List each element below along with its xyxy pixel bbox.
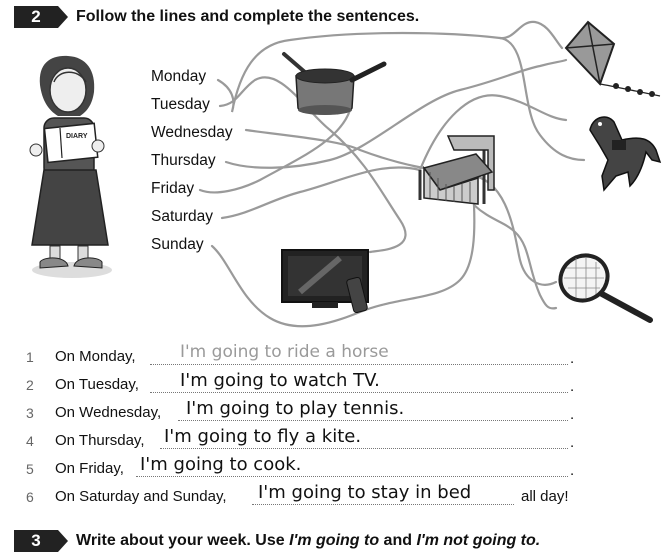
exercise-number-3: 3: [31, 531, 41, 550]
sentence-end: .: [570, 406, 575, 423]
sentence-number: 3: [26, 405, 34, 421]
answer-line: [150, 364, 568, 365]
sentence-end: .: [570, 350, 575, 367]
written-answer[interactable]: I'm going to cook.: [140, 454, 302, 475]
cooking-pot-icon: [284, 54, 384, 115]
sentence-row-1: [0, 344, 668, 370]
exercise-instruction: Follow the lines and complete the sentences.: [76, 8, 420, 25]
horse-icon: [590, 117, 660, 190]
day-label-wednesday: Wednesday: [151, 124, 233, 141]
day-label-saturday: Saturday: [151, 208, 214, 225]
line-friday: [200, 110, 350, 192]
sentence-prefix: On Friday,: [55, 460, 124, 477]
sentence-number: 1: [26, 349, 34, 365]
instruction-emphasis-2: I'm not going to.: [416, 532, 541, 549]
sentence-number: 5: [26, 461, 34, 477]
sentence-suffix: all day!: [521, 488, 569, 505]
answer-line: [178, 420, 568, 421]
exercise-number: 2: [31, 7, 41, 26]
tennis-racket-icon: [552, 247, 650, 320]
sentence-row-3: [0, 400, 668, 426]
exercise-3-instruction: [76, 532, 540, 550]
sentence-number: 6: [26, 489, 34, 505]
sentence-prefix: On Monday,: [55, 348, 136, 365]
day-label-friday: Friday: [151, 180, 195, 197]
sentence-end: .: [570, 378, 575, 395]
sentence-prefix: On Saturday and Sunday,: [55, 488, 227, 505]
sentence-number: 2: [26, 377, 34, 393]
written-answer[interactable]: I'm going to watch TV.: [180, 370, 380, 391]
answer-line: [252, 504, 514, 505]
written-answer[interactable]: I'm going to stay in bed: [258, 482, 472, 503]
sentence-row-2: [0, 372, 668, 398]
sentence-number: 4: [26, 433, 34, 449]
sentence-end: .: [570, 462, 575, 479]
day-label-monday: Monday: [151, 68, 207, 85]
diary-book-label: DIARY: [66, 133, 88, 140]
exercise-number-badge-3: [14, 530, 58, 552]
line-saturday: [222, 167, 420, 218]
instruction-emphasis-1: I'm going to: [289, 532, 380, 549]
written-answer[interactable]: I'm going to fly a kite.: [164, 426, 362, 447]
sentence-prefix: On Thursday,: [55, 432, 145, 449]
sentence-row-6: [0, 484, 668, 510]
answer-line: [150, 392, 568, 393]
answer-line: [160, 448, 568, 449]
sentence-prefix: On Tuesday,: [55, 376, 139, 393]
sentence-row-4: [0, 428, 668, 454]
line-thursday: [226, 60, 566, 168]
instruction-text: Write about your week. Use: [76, 532, 290, 549]
day-label-thursday: Thursday: [151, 152, 216, 169]
sentence-end: .: [570, 434, 575, 451]
television-icon: [282, 250, 368, 313]
sentence-prefix: On Wednesday,: [55, 404, 162, 421]
matching-lines: [200, 22, 584, 326]
example-answer: I'm going to ride a horse: [180, 342, 389, 362]
written-answer[interactable]: I'm going to play tennis.: [186, 398, 405, 419]
kite-icon: [566, 22, 660, 97]
day-label-tuesday: Tuesday: [151, 96, 210, 113]
answer-line: [136, 476, 568, 477]
day-label-sunday: Sunday: [151, 236, 204, 253]
instruction-text-mid: and: [379, 532, 417, 549]
line-monday: [218, 33, 584, 160]
sentence-row-5: [0, 456, 668, 482]
girl-reading-illustration: [30, 56, 112, 278]
